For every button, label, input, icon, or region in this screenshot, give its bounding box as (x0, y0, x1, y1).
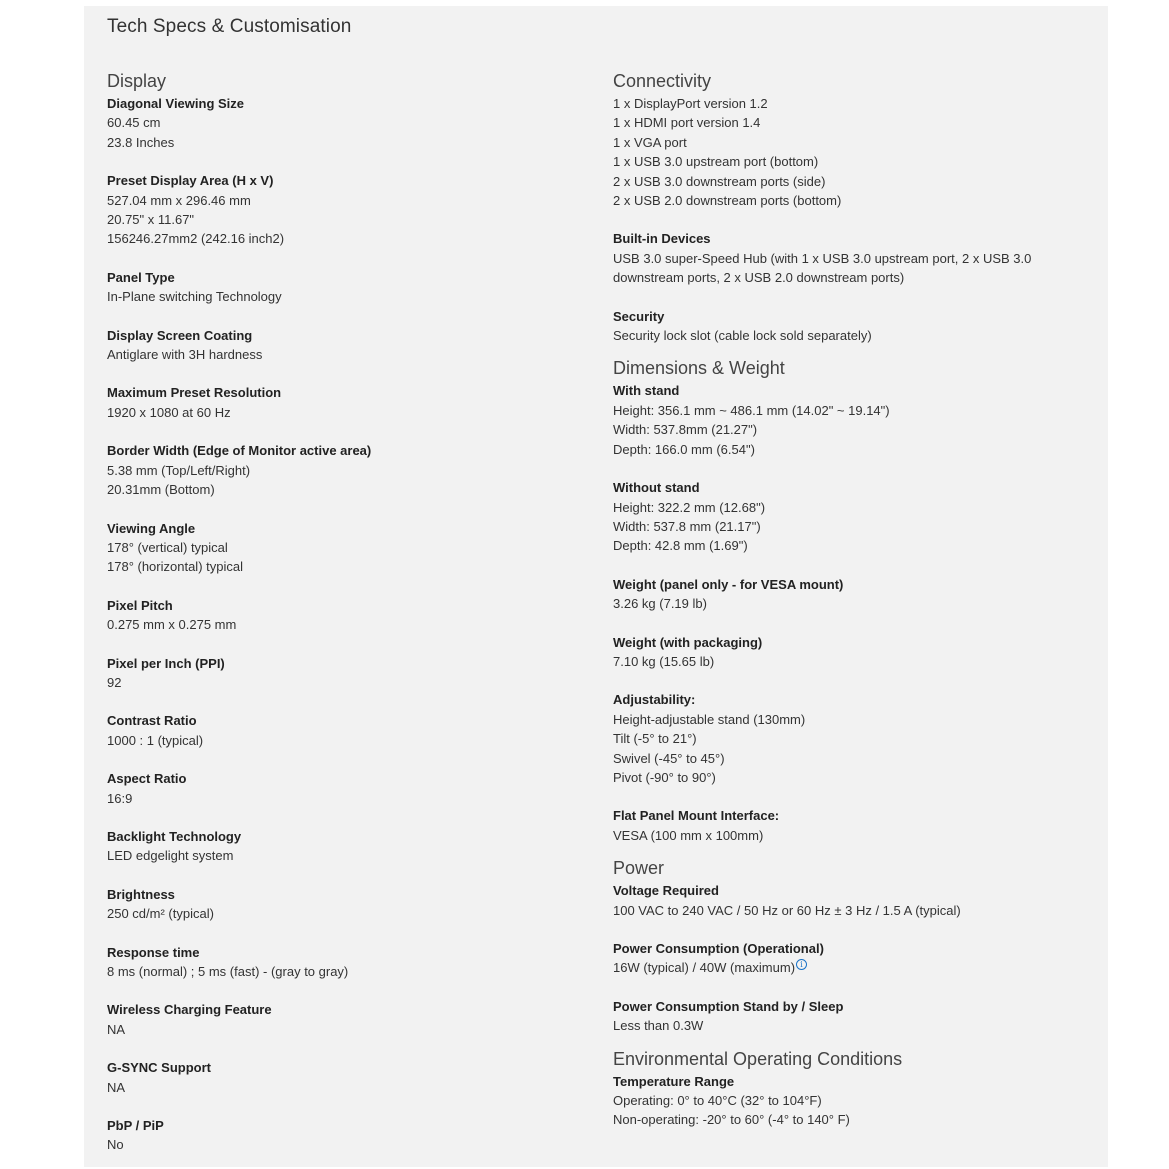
spec-label: Aspect Ratio (107, 771, 187, 787)
spec-value (613, 498, 1098, 517)
spec-label: PbP / PiP (107, 1118, 164, 1134)
spec-wireless-charging-feature (107, 1000, 577, 1039)
spec-value (613, 729, 1098, 748)
spec-label: Adjustability: (613, 692, 696, 708)
spec-weight-panel-only-for-vesa-mount (613, 575, 1098, 614)
spec-label: Preset Display Area (H x V) (107, 173, 274, 189)
spec-value-text: 1 x HDMI port version 1.4 (613, 115, 761, 131)
spec-security (613, 307, 1098, 346)
spec-connectivity-list (613, 94, 1098, 210)
spec-value-text: 1920 x 1080 at 60 Hz (107, 404, 231, 420)
section-heading: Environmental Operating Conditions (613, 1048, 903, 1069)
section-heading: Dimensions & Weight (613, 358, 785, 379)
spec-value-text: 0.275 mm x 0.275 mm (107, 617, 237, 633)
spec-response-time (107, 943, 577, 982)
spec-value (107, 210, 577, 229)
spec-value-text: Height: 356.1 mm ~ 486.1 mm (14.02" ~ 19.14") (613, 402, 890, 418)
spec-pixel-pitch (107, 596, 577, 635)
spec-value-text: Less than 0.3W (613, 1018, 704, 1034)
spec-value-text: 5.38 mm (Top/Left/Right) (107, 462, 251, 478)
spec-value-text: 100 VAC to 240 VAC / 50 Hz or 60 Hz ± 3 Hz / 1.5 A (typical) (613, 902, 961, 918)
spec-label: Wireless Charging Feature (107, 1002, 272, 1018)
section-power (613, 855, 1098, 1035)
spec-backlight-technology (107, 827, 577, 866)
spec-value (613, 133, 1098, 152)
spec-value-text: In-Plane switching Technology (107, 289, 282, 305)
spec-label: Panel Type (107, 269, 175, 285)
spec-label: Viewing Angle (107, 520, 196, 536)
section-environmental-operating-conditions (613, 1046, 1098, 1130)
spec-value-text: 16W (typical) / 40W (maximum) (613, 960, 796, 976)
spec-label: Backlight Technology (107, 828, 242, 844)
spec-value-text: 2 x USB 2.0 downstream ports (bottom) (613, 193, 842, 209)
spec-label: Security (613, 308, 665, 324)
spec-display-screen-coating (107, 326, 577, 365)
spec-value-text: Non-operating: -20° to 60° (-4° to 140° F) (613, 1112, 850, 1128)
spec-value-text: 16:9 (107, 790, 133, 806)
spec-value-text: 2 x USB 3.0 downstream ports (side) (613, 173, 826, 189)
spec-value (613, 594, 1098, 613)
spec-label: G-SYNC Support (107, 1060, 211, 1076)
spec-value (107, 538, 577, 557)
spec-value (107, 904, 577, 923)
spec-value-text: Tilt (-5° to 21°) (613, 731, 697, 747)
spec-value-text: NA (107, 1021, 126, 1037)
spec-preset-display-area-h-x-v (107, 171, 577, 249)
spec-value (613, 172, 1098, 191)
spec-value-text: 60.45 cm (107, 115, 161, 131)
spec-value-text: 250 cd/m² (typical) (107, 906, 214, 922)
spec-value (613, 191, 1098, 210)
spec-label: Power Consumption (Operational) (613, 941, 824, 956)
spec-value-text: LED edgelight system (107, 848, 234, 864)
spec-label: Built-in Devices (613, 231, 711, 247)
spec-value (107, 557, 577, 576)
page-title: Tech Specs & Customisation (107, 16, 352, 37)
right-column (613, 68, 1098, 1130)
spec-weight-with-packaging (613, 633, 1098, 672)
spec-value (613, 440, 1098, 459)
spec-with-stand (613, 381, 1098, 459)
spec-label: Without stand (613, 480, 700, 496)
spec-built-in-devices (613, 229, 1098, 287)
spec-label: Pixel per Inch (PPI) (107, 655, 225, 671)
spec-value-text: Operating: 0° to 40°C (32° to 104°F) (613, 1093, 822, 1109)
spec-value-text: Height: 322.2 mm (12.68") (613, 499, 766, 515)
spec-value-text: 8 ms (normal) ; 5 ms (fast) - (gray to gray) (107, 964, 349, 979)
spec-value (613, 958, 1098, 977)
spec-value (107, 403, 577, 422)
spec-value-text: Height-adjustable stand (130mm) (613, 711, 806, 727)
spec-temperature-range (613, 1072, 1098, 1130)
spec-value-text: 20.75" x 11.67" (107, 212, 195, 228)
spec-value (613, 710, 1098, 729)
spec-pixel-per-inch-ppi (107, 654, 577, 693)
spec-label: Temperature Range (613, 1073, 735, 1089)
spec-value (107, 615, 577, 634)
spec-value-text: 20.31mm (Bottom) (107, 482, 215, 498)
spec-pbp-pip (107, 1116, 577, 1155)
spec-label: Brightness (107, 886, 175, 902)
spec-value (613, 113, 1098, 132)
spec-value (107, 1135, 577, 1154)
spec-label: Power Consumption Stand by / Sleep (613, 998, 844, 1014)
spec-value (107, 287, 577, 306)
section-heading: Connectivity (613, 71, 712, 91)
spec-value-text: Depth: 166.0 mm (6.54") (613, 441, 755, 457)
spec-label: Display Screen Coating (107, 327, 253, 343)
spec-value (107, 345, 577, 364)
spec-without-stand (613, 478, 1098, 556)
spec-flat-panel-mount-interface (613, 806, 1098, 845)
spec-value (107, 731, 577, 750)
spec-contrast-ratio (107, 711, 577, 750)
section-heading: Power (613, 858, 665, 879)
spec-value-text: VESA (100 mm x 100mm) (613, 827, 764, 843)
spec-value (107, 480, 577, 499)
spec-value (107, 229, 577, 248)
spec-power-consumption-stand-by-sleep (613, 997, 1098, 1036)
spec-value-text: Swivel (-45° to 45°) (613, 750, 725, 766)
spec-value (613, 749, 1098, 768)
spec-value-text: 3.26 kg (7.19 lb) (613, 596, 707, 612)
spec-value (613, 652, 1098, 671)
spec-viewing-angle (107, 519, 577, 577)
spec-label: Response time (107, 944, 200, 960)
section-heading: Display (107, 71, 167, 91)
spec-value-text: 1000 : 1 (typical) (107, 732, 204, 748)
spec-value (613, 401, 1098, 420)
spec-value-text: NA (107, 1079, 126, 1095)
spec-value-text: 1 x VGA port (613, 134, 687, 150)
spec-label: Pixel Pitch (107, 597, 173, 613)
spec-value (613, 901, 1098, 920)
spec-value (107, 673, 577, 692)
spec-value (107, 461, 577, 480)
spec-value (613, 768, 1098, 787)
spec-value-text: 1 x USB 3.0 upstream port (bottom) (613, 154, 819, 170)
spec-value (107, 113, 577, 132)
spec-g-sync-support (107, 1058, 577, 1097)
spec-value (613, 94, 1098, 113)
spec-diagonal-viewing-size (107, 94, 577, 152)
section-dimensions-weight (613, 355, 1098, 845)
left-column (107, 68, 577, 1155)
spec-label: Diagonal Viewing Size (107, 96, 245, 111)
spec-value (613, 536, 1098, 555)
spec-value-text: No (107, 1137, 124, 1153)
spec-label: Maximum Preset Resolution (107, 385, 282, 401)
spec-label: Contrast Ratio (107, 713, 197, 729)
spec-value (107, 191, 577, 210)
spec-value-text: Pivot (-90° to 90°) (613, 769, 716, 785)
spec-value-text: Security lock slot (cable lock sold separately) (613, 328, 872, 344)
spec-panel-type (107, 268, 577, 307)
spec-value-text: 178° (vertical) typical (107, 539, 228, 555)
spec-value-text: 92 (107, 674, 122, 690)
spec-label: Weight (panel only - for VESA mount) (613, 576, 844, 592)
spec-value-text: 527.04 mm x 296.46 mm (107, 192, 251, 208)
spec-value-text: 178° (horizontal) typical (107, 559, 243, 575)
spec-value (107, 846, 577, 865)
spec-value-text: 7.10 kg (15.65 lb) (613, 653, 715, 669)
spec-value (613, 326, 1098, 345)
spec-value (613, 1091, 1098, 1110)
spec-value (613, 1110, 1098, 1129)
spec-value-text: 156246.27mm2 (242.16 inch2) (107, 231, 285, 247)
info-icon[interactable]: i (796, 959, 807, 970)
spec-value-text: Depth: 42.8 mm (1.69") (613, 538, 748, 554)
spec-value-text: USB 3.0 super-Speed Hub (with 1 x USB 3.0 upstream port, 2 x USB 3.0 downstream ports, 2 x USB 2.0 downstream ports) (613, 250, 1032, 286)
spec-value (613, 249, 1098, 288)
spec-border-width-edge-of-monitor-active-area (107, 441, 577, 499)
spec-value-text: 1 x DisplayPort version 1.2 (613, 96, 768, 111)
spec-power-consumption-operational (613, 939, 1098, 978)
spec-value (613, 152, 1098, 171)
spec-value (613, 517, 1098, 536)
spec-value (107, 1078, 577, 1097)
spec-value (107, 133, 577, 152)
spec-value (613, 420, 1098, 439)
spec-label: Weight (with packaging) (613, 634, 763, 650)
spec-value-text: 23.8 Inches (107, 134, 175, 150)
spec-value (107, 789, 577, 808)
spec-voltage-required (613, 881, 1098, 920)
spec-aspect-ratio (107, 769, 577, 808)
spec-adjustability (613, 690, 1098, 787)
spec-value-text: Width: 537.8mm (21.27") (613, 422, 758, 438)
spec-value (107, 1020, 577, 1039)
spec-value (613, 826, 1098, 845)
spec-value-text: Width: 537.8 mm (21.17") (613, 518, 761, 534)
spec-value (107, 962, 577, 981)
spec-value (613, 1016, 1098, 1035)
spec-label: Border Width (Edge of Monitor active area) (107, 443, 372, 459)
section-connectivity (613, 68, 1098, 345)
spec-label: Flat Panel Mount Interface: (613, 808, 780, 824)
spec-label: Voltage Required (613, 883, 719, 899)
section-display (107, 68, 577, 1155)
spec-brightness (107, 885, 577, 924)
spec-maximum-preset-resolution (107, 383, 577, 422)
spec-value-text: Antiglare with 3H hardness (107, 347, 263, 363)
tech-specs-panel (84, 6, 1108, 1167)
spec-label: With stand (613, 383, 680, 399)
